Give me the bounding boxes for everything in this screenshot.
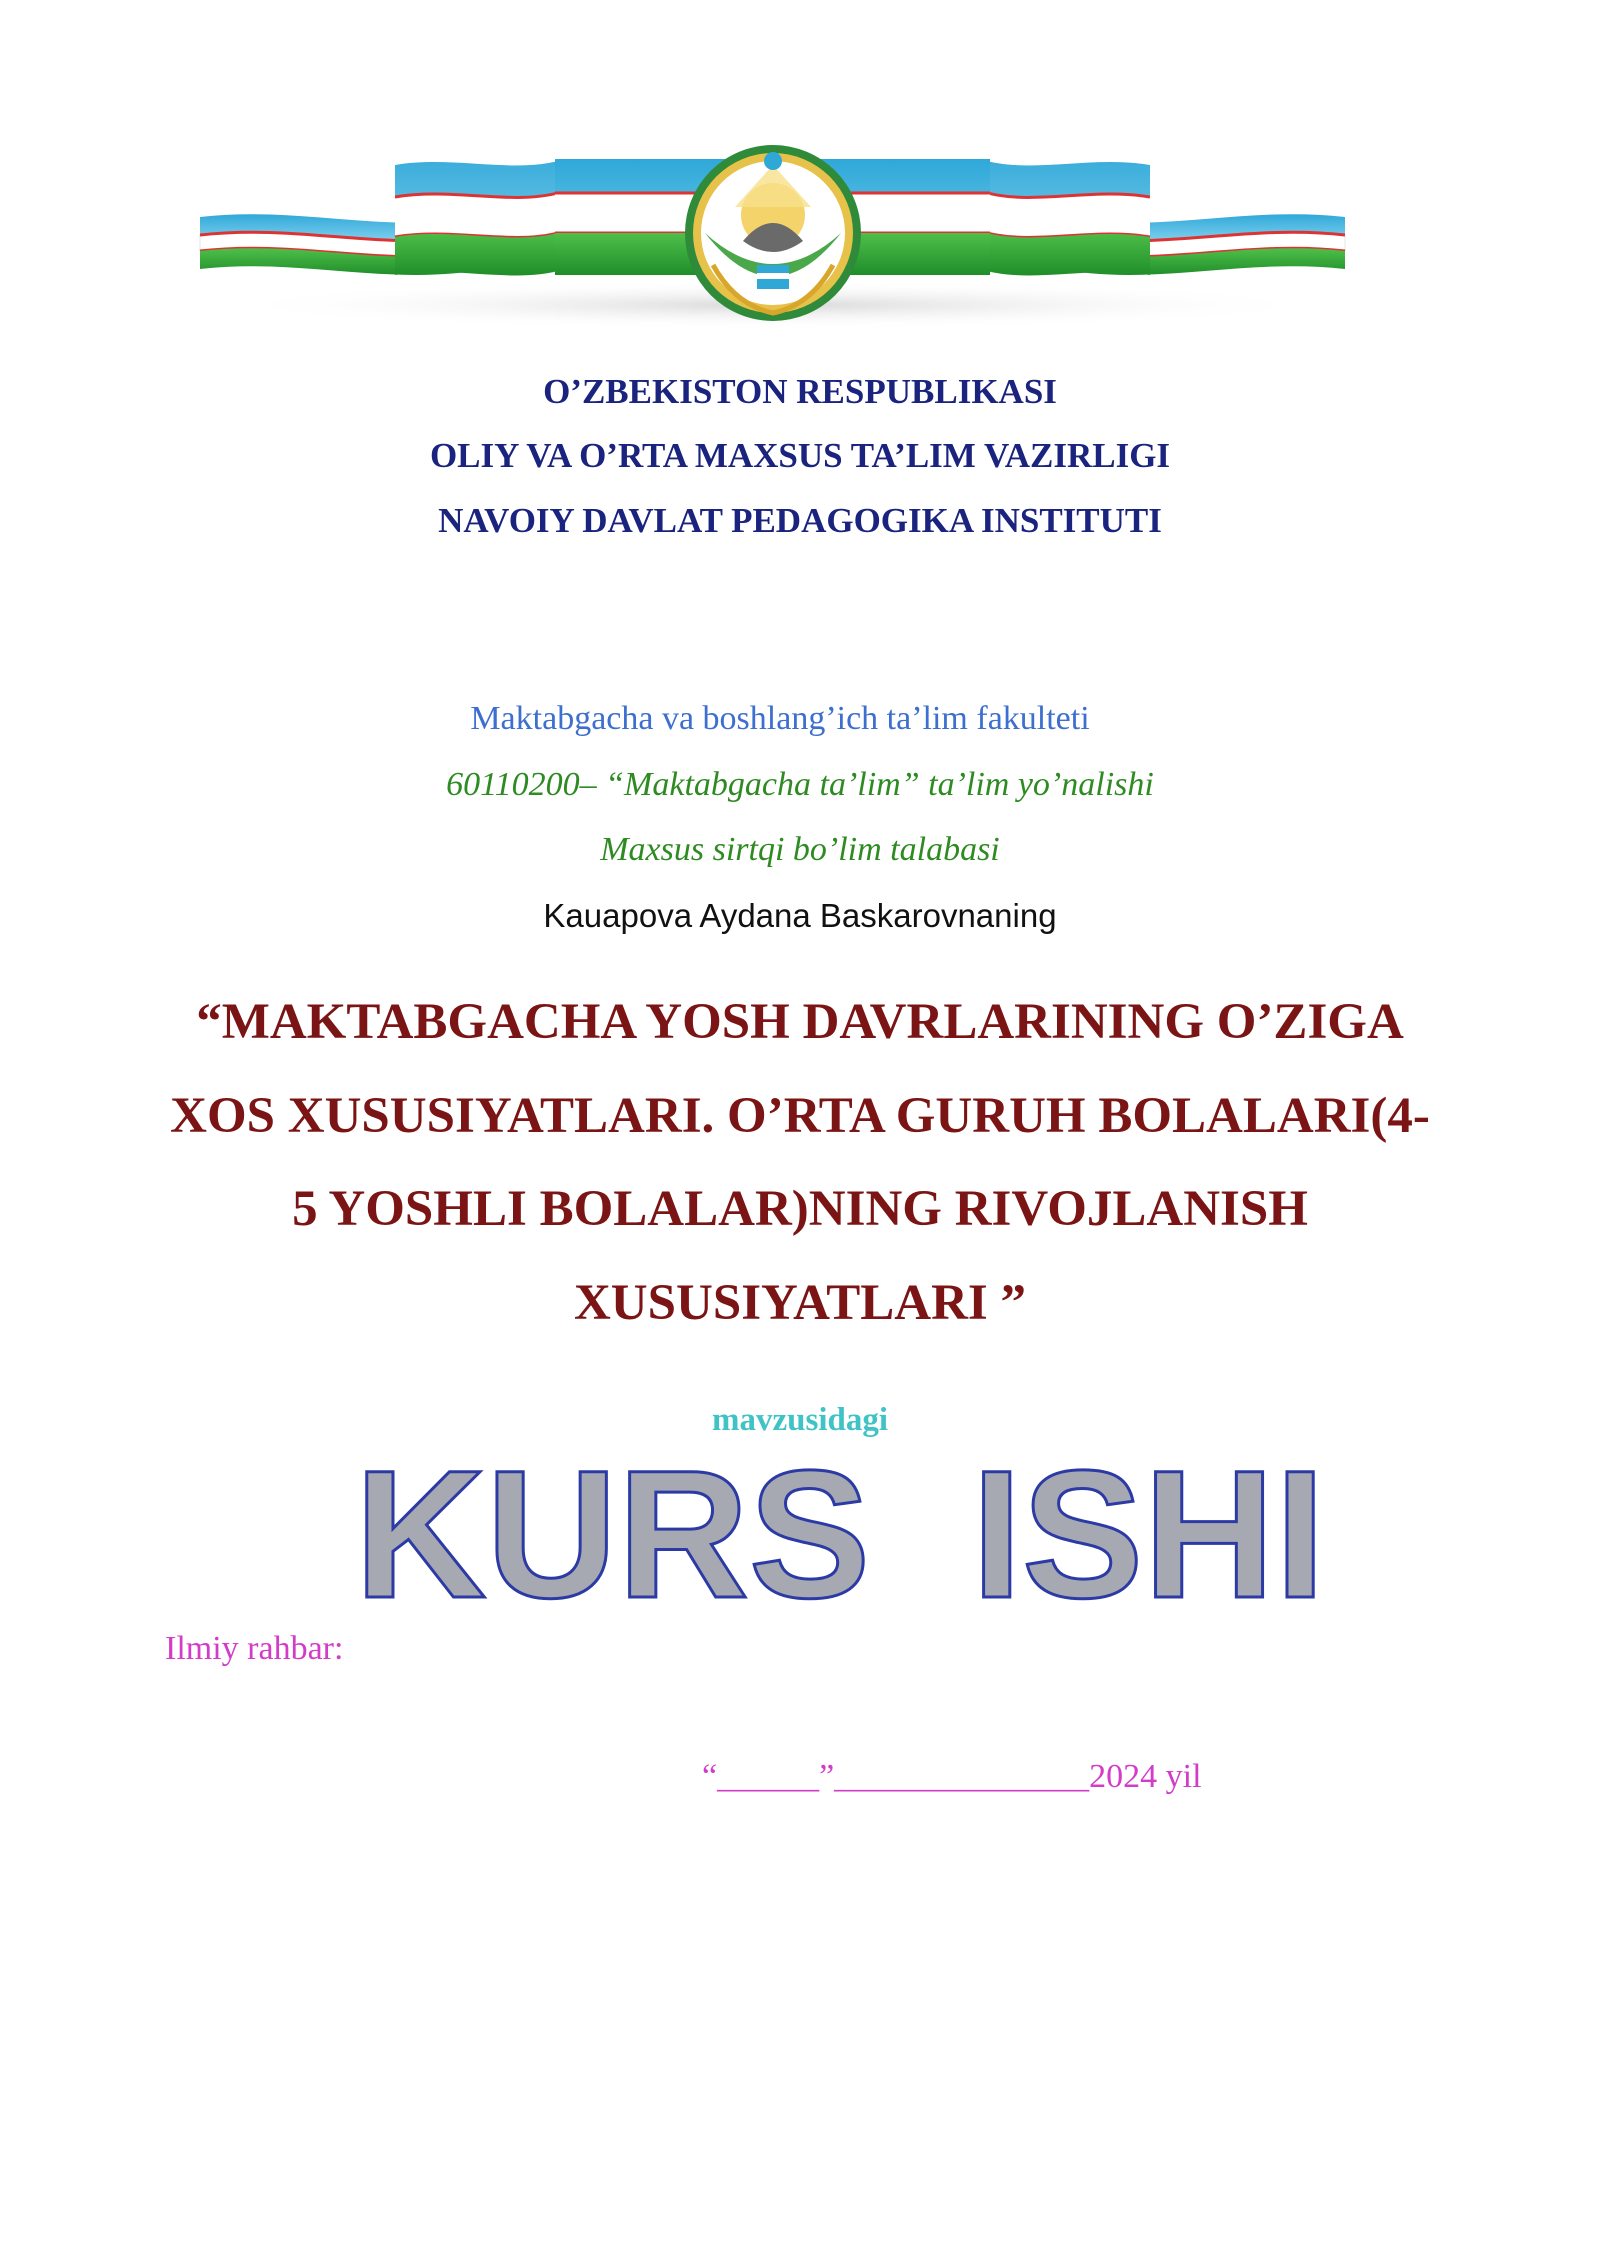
ministry-heading: OLIY VA O’RTA MAXSUS TA’LIM VAZIRLIGI xyxy=(429,436,1171,475)
study-direction: 60110200– “Maktabgacha ta’lim” ta’lim yo’nalishi xyxy=(446,766,1154,803)
topic-line-4: XUSUSIYATLARI ” xyxy=(573,1275,1027,1331)
topic-line-3: 5 YOSHLI BOLALAR)NING RIVOJLANISH xyxy=(292,1181,1308,1237)
faculty-name: Maktabgacha va boshlang’ich ta’lim fakulteti xyxy=(470,700,1090,737)
topic-suffix: mavzusidagi xyxy=(711,1402,889,1438)
institute-heading: NAVOIY DAVLAT PEDAGOGIKA INSTITUTI xyxy=(438,501,1162,540)
document-type-heading xyxy=(320,1445,1360,1620)
country-heading: O’ZBEKISTON RESPUBLIKASI xyxy=(543,372,1057,411)
department-name: Maxsus sirtqi bo’lim talabasi xyxy=(600,831,1000,868)
document-type-text: KURS ISHI xyxy=(354,1445,1326,1620)
supervisor-label: Ilmiy rahbar: xyxy=(165,1630,344,1667)
topic-line-2: XOS XUSUSIYATLARI. O’RTA GURUH BOLALARI(4- xyxy=(170,1088,1430,1144)
date-line: “______”_______________2024 yil xyxy=(702,1758,1202,1795)
state-emblem-banner-icon xyxy=(195,145,1350,330)
topic-line-1: “MAKTABGACHA YOSH DAVRLARINING O’ZIGA xyxy=(196,994,1404,1050)
student-name: Kauapova Aydana Baskarovnaning xyxy=(543,897,1057,934)
